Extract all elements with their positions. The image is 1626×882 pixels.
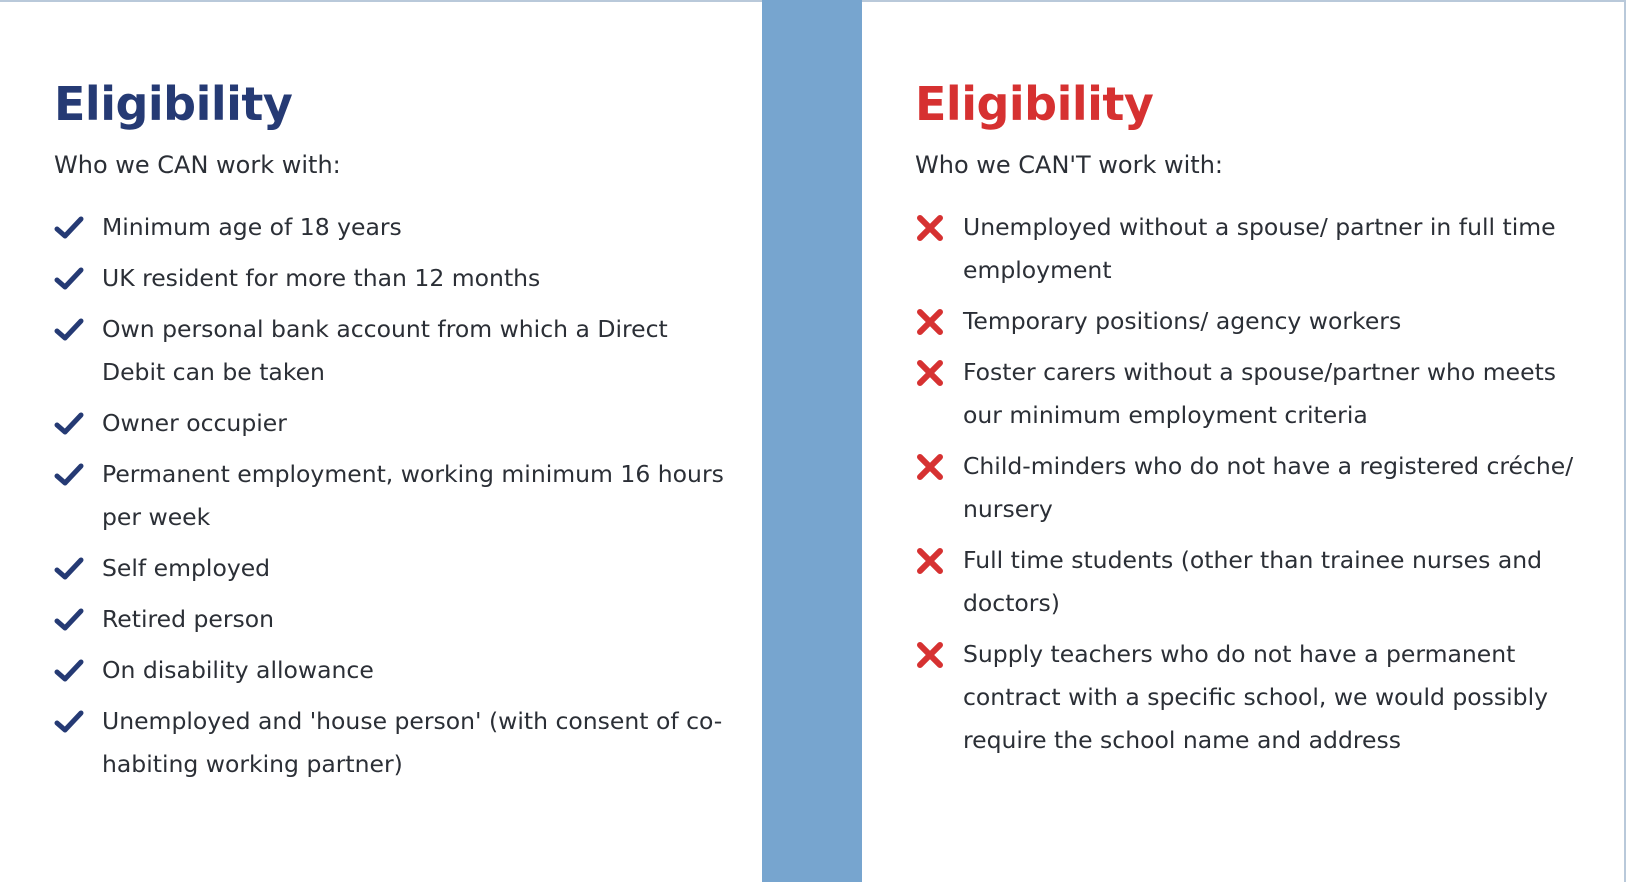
cross-icon (915, 546, 945, 576)
eligible-list (54, 206, 734, 786)
check-icon (54, 409, 84, 439)
ineligible-item-text: Temporary positions/ agency workers (963, 307, 1402, 335)
eligible-item (54, 700, 734, 786)
check-icon (54, 264, 84, 294)
ineligible-item (915, 206, 1595, 292)
eligible-item (54, 649, 734, 692)
check-icon (54, 315, 84, 345)
eligible-item (54, 402, 734, 445)
cross-icon (915, 307, 945, 337)
eligible-item (54, 308, 734, 394)
ineligible-panel (915, 74, 1595, 770)
check-icon (54, 707, 84, 737)
eligible-item-text: Permanent employment, working minimum 16 hours per week (102, 460, 724, 531)
ineligible-item (915, 633, 1595, 762)
eligible-item (54, 257, 734, 300)
ineligible-item-text: Full time students (other than trainee nurses and doctors) (963, 546, 1543, 617)
eligible-item-text: Unemployed and 'house person' (with consent of co-habiting working partner) (102, 707, 723, 778)
check-icon (54, 460, 84, 490)
ineligible-list (915, 206, 1595, 762)
cross-icon (915, 640, 945, 670)
eligible-item (54, 598, 734, 641)
check-icon (54, 554, 84, 584)
center-divider (762, 0, 862, 882)
ineligible-item-text: Unemployed without a spouse/ partner in full time employment (963, 213, 1556, 284)
ineligible-item-text: Supply teachers who do not have a permanent contract with a specific school, we would possibly require the school name and address (963, 640, 1549, 754)
ineligible-item-text: Foster carers without a spouse/partner who meets our minimum employment criteria (963, 358, 1557, 429)
ineligible-subtitle: Who we CAN'T work with: (915, 151, 1224, 179)
ineligible-item (915, 445, 1595, 531)
eligible-item-text: Retired person (102, 605, 275, 633)
eligible-item-text: Owner occupier (102, 409, 287, 437)
eligible-panel (54, 74, 734, 794)
eligible-item (54, 206, 734, 249)
ineligible-title: Eligibility (915, 77, 1154, 131)
eligible-item-text: UK resident for more than 12 months (102, 264, 541, 292)
eligible-item (54, 453, 734, 539)
eligible-title: Eligibility (54, 77, 293, 131)
cross-icon (915, 452, 945, 482)
cross-icon (915, 358, 945, 388)
eligible-item-text: Own personal bank account from which a Direct Debit can be taken (102, 315, 668, 386)
check-icon (54, 656, 84, 686)
check-icon (54, 605, 84, 635)
check-icon (54, 213, 84, 243)
eligible-item-text: On disability allowance (102, 656, 374, 684)
eligible-item (54, 547, 734, 590)
eligible-item-text: Minimum age of 18 years (102, 213, 402, 241)
eligible-item-text: Self employed (102, 554, 271, 582)
cross-icon (915, 213, 945, 243)
ineligible-item (915, 351, 1595, 437)
ineligible-item (915, 539, 1595, 625)
ineligible-item-text: Child-minders who do not have a registered créche/ nursery (963, 452, 1574, 523)
ineligible-item (915, 300, 1595, 343)
eligible-subtitle: Who we CAN work with: (54, 151, 341, 179)
